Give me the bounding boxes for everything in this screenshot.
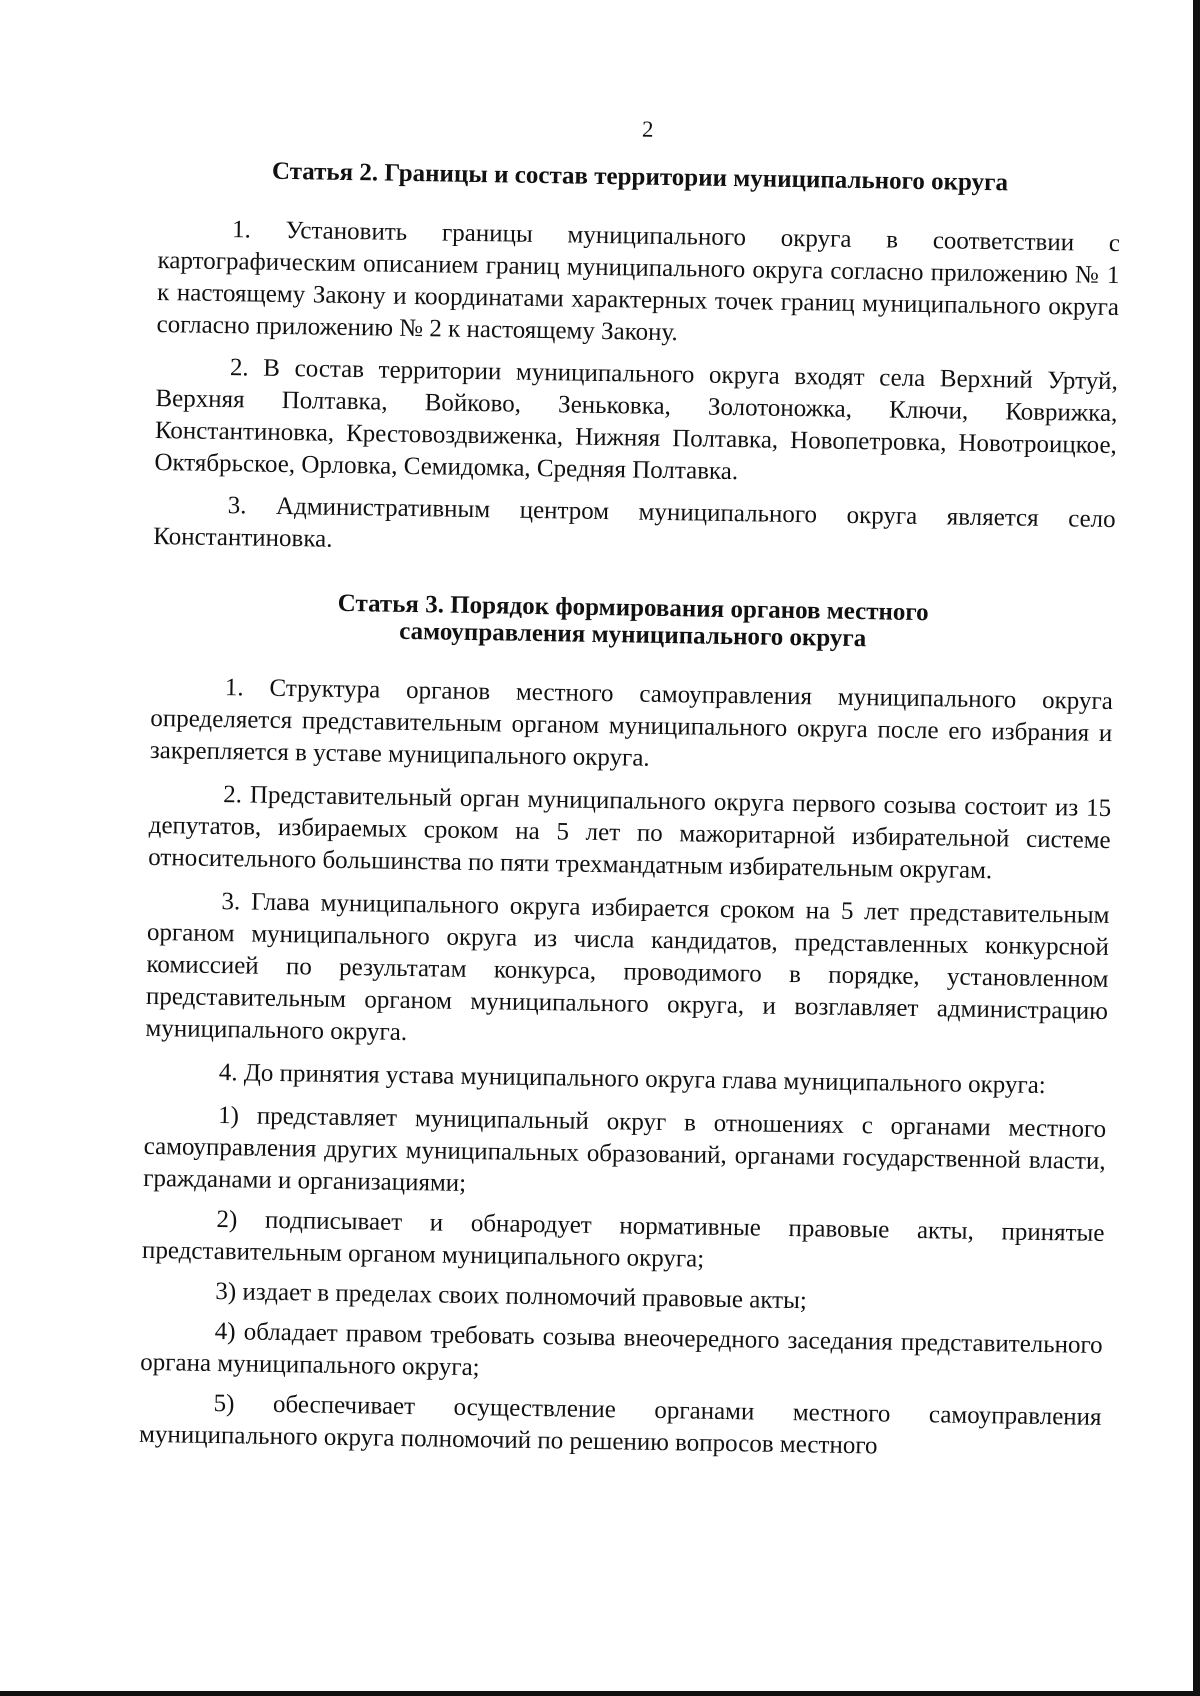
article-2-paragraph-1: 1. Установить границы муниципального округа в соответствии с картографическим описанием границ муниципального округа согласно приложению № 1 к настоящему Закону и координатами характерных точек границ муниципального округа согласно приложению № 2 к настоящему Закону. <box>156 216 1121 347</box>
article-3-item-5: 5) обеспечивает осуществление органами местного самоуправления муниципального округа полномочий по решению вопросов местного <box>138 1390 1102 1460</box>
article-3-title <box>152 587 1115 656</box>
article-3-title-line-2: самоуправления муниципального округа <box>399 617 867 653</box>
article-2-title <box>159 156 1121 198</box>
article-3-title-line-1: Статья 3. Порядок формирования органов местного <box>337 589 929 627</box>
article-2-title-text: Статья 2. Границы и состав территории муниципального округа <box>271 157 1009 197</box>
article-2-body <box>153 213 1120 568</box>
article-3-paragraph-3: 3. Глава муниципального округа избирается сроком на 5 лет представительным органом муниципального округа из числа кандидатов, представленных конкурсной комиссией по результатам конкурса, проводимого в порядке, установленном представительным органом муниципального округа, и возглавляет администрацию муниципального округа. <box>145 888 1110 1046</box>
article-3-body <box>139 671 1113 1466</box>
article-2-paragraph-3: 3. Административным центром муниципального округа является село Константиновка. <box>153 492 1116 553</box>
page-number: 2 <box>641 116 654 142</box>
article-3-paragraph-4: 4. До принятия устава муниципального округа глава муниципального округа: <box>218 1059 1046 1100</box>
article-3-item-1: 1) представляет муниципальный округ в отношениях с органами местного самоуправления других муниципальных образований, органами государственной власти, гражданами и организациями; <box>142 1102 1107 1197</box>
article-2-paragraph-2: 2. В состав территории муниципального округа входят села Верхний Уртуй, Верхняя Полтавка, Войково, Зеньковка, Золотоножка, Ключи, Коврижка, Константиновка, Крестовоздвиженка, Нижняя Полтавка, Новопетровка, Новотроицкое, Октябрьское, Орловка, Семидомка, Средняя Полтавка. <box>154 354 1119 486</box>
article-3-item-3: 3) издает в пределах своих полномочий правовые акты; <box>215 1278 808 1315</box>
article-3-item-4: 4) обладает правом требовать созыва внеочередного заседания представительного органа муниципального округа; <box>140 1318 1103 1382</box>
page-content <box>139 108 1122 1474</box>
article-3-item-2: 2) подписывает и обнародует нормативные правовые акты, принятые представительным органом муниципального округа; <box>141 1206 1105 1273</box>
article-3-paragraph-2: 2. Представительный орган муниципального округа первого созыва состоит из 15 депутатов, избираемых сроком на 5 лет по мажоритарной избирательной системе относительного большинства по пяти трехмандатным избирательным округам. <box>148 781 1112 885</box>
article-3-paragraph-1: 1. Структура органов местного самоуправления муниципального округа определяется представительным органом муниципального округа после его избрания и закрепляется в уставе муниципального округа. <box>149 674 1114 772</box>
